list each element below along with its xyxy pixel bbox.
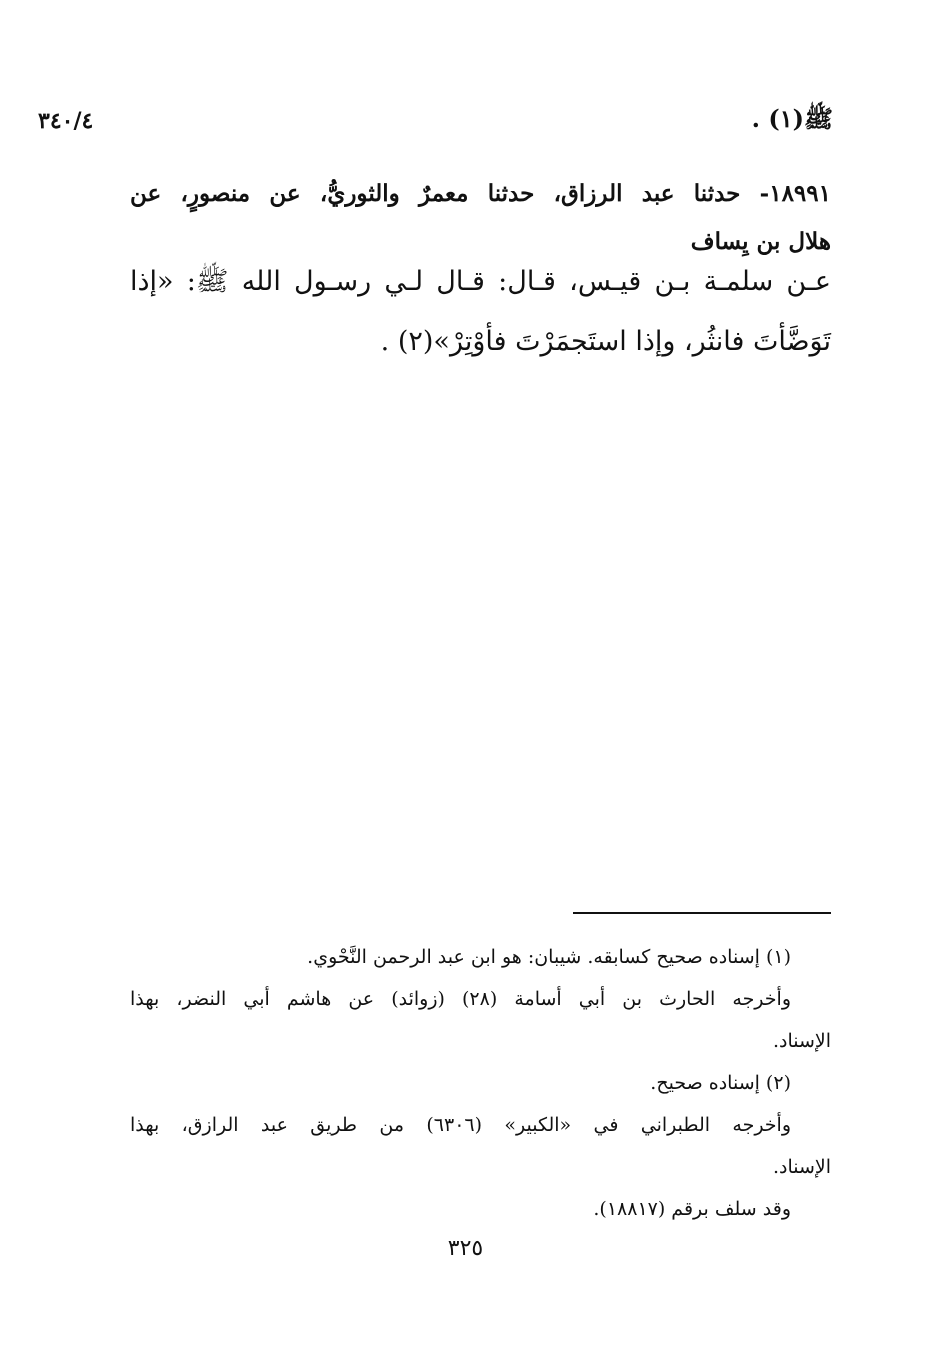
isnad-line-1: ١٨٩٩١- حدثنا عبد الرزاق، حدثنا معمرٌ والثوريُّ، عن منصورٍ، عن xyxy=(130,180,831,207)
footnote-1-line-3: الإسناد. xyxy=(772,1030,831,1052)
footnote-2-line-3: الإسناد. xyxy=(772,1156,831,1178)
footnote-2-line-4: وقد سلف برقم (١٨٨١٧). xyxy=(593,1198,791,1220)
volume-page-reference: ٣٤٠/٤ xyxy=(38,108,94,134)
matn-line-1: عـن سلمـة بـن قيـس، قـال: قـال لـي رسـول الله ﷺ: «إذا xyxy=(130,266,831,297)
page-number: ٣٢٥ xyxy=(447,1236,484,1261)
footnotes xyxy=(130,936,831,1230)
footnote-separator xyxy=(573,912,831,914)
hadith-matn xyxy=(130,252,831,372)
footnote-1-line-1: (١) إسناده صحيح كسابقه. شيبان: هو ابن عبد الرحمن النَّحْوي. xyxy=(307,946,791,968)
footnote-2-line-2: وأخرجه الطبراني في «الكبير» (٦٣٠٦) من طريق عبد الرازق، بهذا xyxy=(130,1114,791,1136)
footnote-2-line-1: (٢) إسناده صحيح. xyxy=(650,1072,791,1094)
previous-hadith-ending: ﷺ(١) . xyxy=(751,104,833,133)
isnad-line-2: هلال بن يِساف xyxy=(690,228,831,255)
footnote-1-line-2: وأخرجه الحارث بن أبي أسامة (٢٨) (زوائد) عن هاشم أبي النضر، بهذا xyxy=(130,988,791,1010)
matn-line-2: تَوَضَّأتَ فانثُر، وإذا استَجمَرْتَ فأوْتِرْ»(٢) . xyxy=(380,326,831,357)
